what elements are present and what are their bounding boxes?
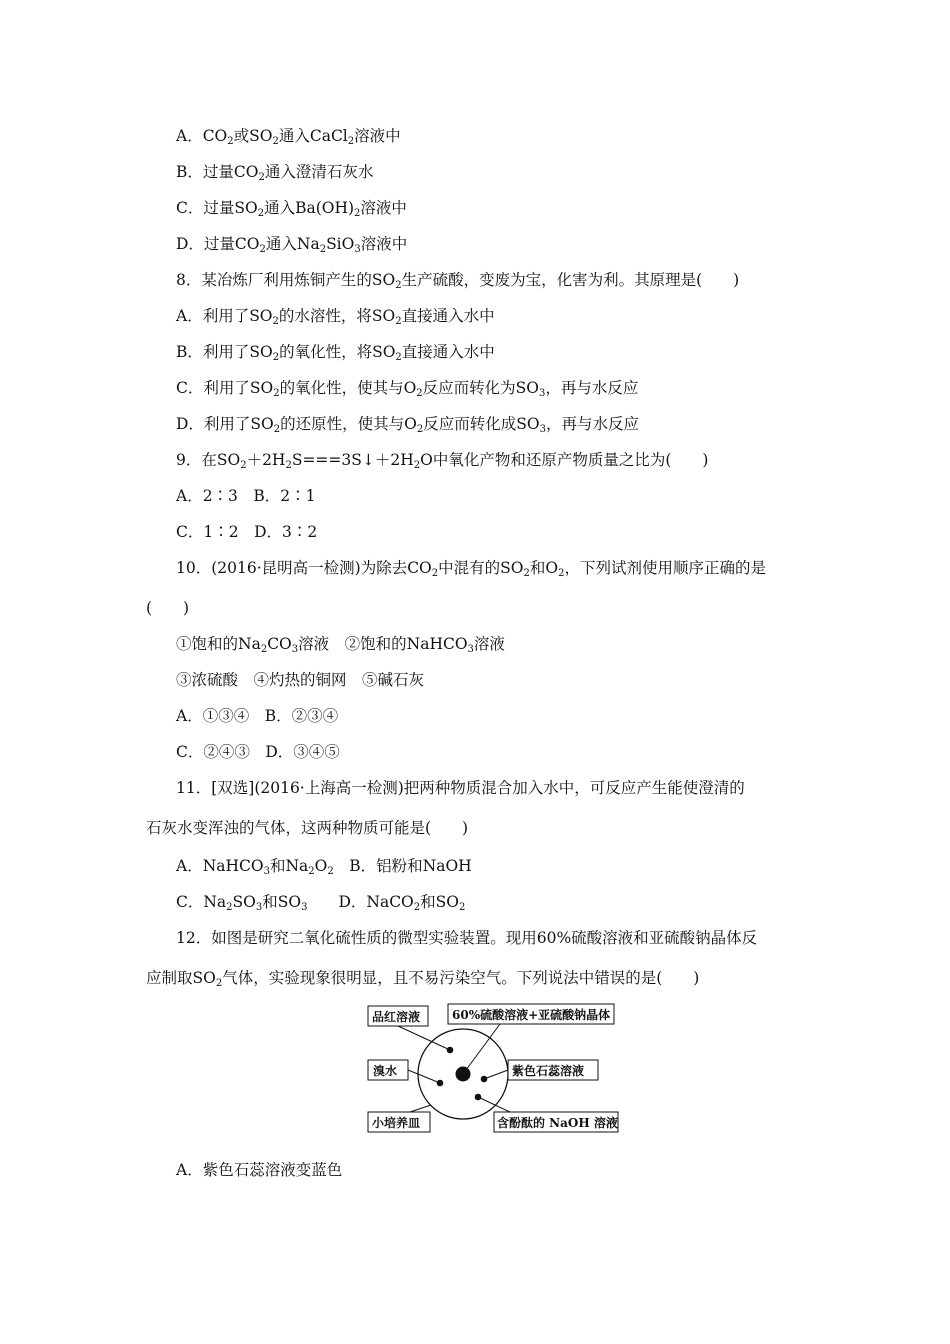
pinhong-label: 品红溶液 — [372, 1010, 421, 1024]
q12-option-a: A．紫色石蕊溶液变蓝色 — [176, 1161, 343, 1179]
pinhong-leader — [398, 1026, 450, 1050]
acid-label: 60%硫酸溶液+亚硫酸钠晶体 — [452, 1008, 611, 1022]
q9-options-ab: A．2∶3 B．2∶1 — [176, 487, 316, 505]
naoh-leader — [478, 1097, 510, 1112]
q10-options-cd: C．②④③ D．③④⑤ — [176, 743, 340, 761]
q11-stem-cont: 石灰水变浑浊的气体，这两种物质可能是( ) — [146, 819, 469, 837]
q11-options-ab: A．NaHCO$_3$和$Na_2O_2$ B．铝粉和NaOH — [176, 857, 472, 877]
q7-option-c: C．过量$SO_2$通入$Ba(OH)_2$溶液中 — [176, 199, 407, 219]
dish-leader — [410, 1105, 431, 1112]
naoh-label: 含酚酞的 NaOH 溶液 — [497, 1116, 618, 1130]
xiushui-leader — [408, 1070, 440, 1083]
shirui-label: 紫色石蕊溶液 — [512, 1064, 585, 1078]
q7-option-a: A．$CO_2$或$SO_2$通入CaCl$_2$溶液中 — [176, 127, 401, 147]
q10-reagents-1: ①饱和的$Na_2CO_3$溶液 ②饱和的NaHCO$_3$溶液 — [176, 635, 505, 655]
q12-stem: 12．如图是研究二氧化硫性质的微型实验装置。现用60%硫酸溶液和亚硫酸钠晶体反 — [176, 929, 758, 947]
q7-option-b: B．过量$CO_2$通入澄清石灰水 — [176, 163, 374, 183]
shirui-leader — [484, 1070, 508, 1079]
q8-option-c: C．利用了$SO_2$的氧化性，使其与$O_2$反应而转化为$SO_3$，再与水反应 — [176, 379, 639, 399]
q7-option-d: D．过量$CO_2$通入$Na_2SiO_3$溶液中 — [176, 235, 408, 255]
q8-option-d: D．利用了$SO_2$的还原性，使其与$O_2$反应而转化成$SO_3$，再与水反应 — [176, 415, 639, 435]
q10-options-ab: A．①③④ B．②③④ — [176, 707, 339, 725]
q11-options-cd: C．$Na_2SO_3$和$SO_3$ D．NaCO$_2$和$SO_2$ — [176, 893, 466, 913]
q8-option-b: B．利用了$SO_2$的氧化性，将$SO_2$直接通入水中 — [176, 343, 495, 363]
acid-leader — [463, 1024, 500, 1074]
q11-stem: 11．[双选](2016·上海高一检测)把两种物质混合加入水中，可反应产生能使澄清的 — [176, 779, 745, 797]
q12-stem-cont: 应制取$SO_2$气体，实验现象很明显，且不易污染空气。下列说法中错误的是( ) — [146, 969, 700, 989]
experiment-diagram — [360, 1002, 622, 1134]
q9-stem: 9．在$SO_2+2H_2S===3S↓+2H_2O$中氧化产物和还原产物质量之比为( ) — [176, 451, 709, 471]
q10-stem-cont: ( ) — [146, 599, 190, 617]
dish-label: 小培养皿 — [372, 1116, 421, 1130]
q8-stem: 8．某冶炼厂利用炼铜产生的$SO_2$生产硫酸，变废为宝，化害为利。其原理是( ) — [176, 271, 740, 291]
q10-reagents-2: ③浓硫酸 ④灼热的铜网 ⑤碱石灰 — [176, 671, 425, 689]
xiushui-label: 溴水 — [373, 1064, 398, 1078]
q8-option-a: A．利用了$SO_2$的水溶性，将$SO_2$直接通入水中 — [176, 307, 495, 327]
q9-options-cd: C．1∶2 D．3∶2 — [176, 523, 318, 541]
q10-stem: 10．(2016·昆明高一检测)为除去$CO_2$中混有的$SO_2$和$O_2$，下列试剂使用顺序正确的是 — [176, 559, 766, 579]
